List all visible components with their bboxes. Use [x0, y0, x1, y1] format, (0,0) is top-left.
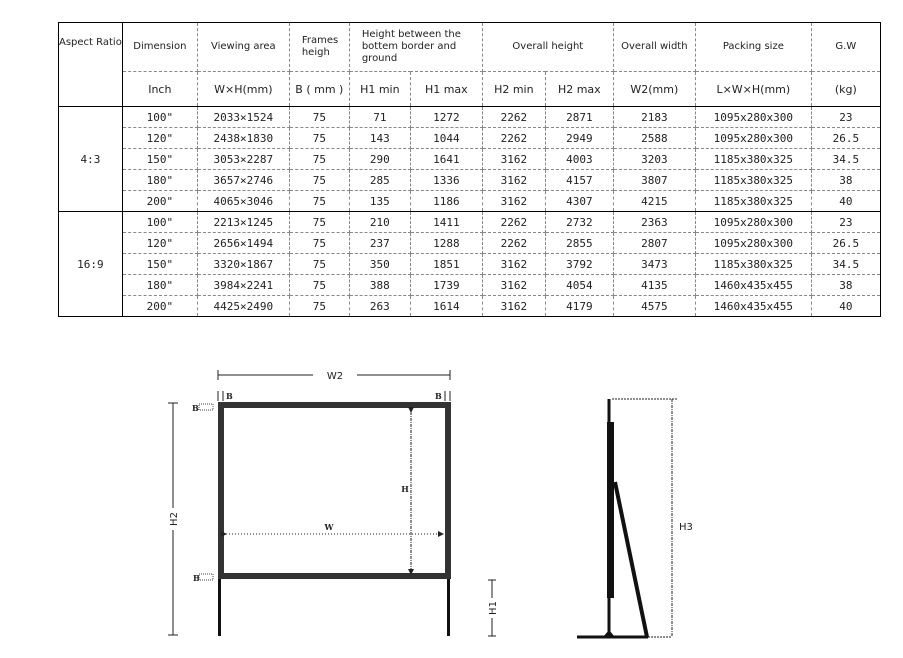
table-cell: 1185x380x325 — [695, 170, 811, 191]
table-cell: 26.5 — [811, 128, 880, 149]
table-cell: 1272 — [410, 107, 482, 128]
table-cell: 1460x435x455 — [695, 275, 811, 296]
b-label-left-bottom: B — [193, 573, 200, 583]
table-cell: 3053×2287 — [197, 149, 289, 170]
table-cell: 150" — [122, 149, 197, 170]
w-label: W — [324, 522, 334, 532]
table-cell: 75 — [289, 170, 349, 191]
table-cell: 1411 — [410, 212, 482, 233]
screen-frame — [221, 405, 448, 576]
aspect-ratio-cell: 16:9 — [59, 212, 123, 317]
table-cell: 1095x280x300 — [695, 128, 811, 149]
b-label-top-right: B — [435, 391, 442, 401]
table-cell: 3162 — [482, 149, 545, 170]
table-cell: 2588 — [613, 128, 695, 149]
header-overall-width: Overall width — [613, 23, 695, 72]
h1-label: H1 — [488, 601, 499, 615]
table-cell: 2262 — [482, 212, 545, 233]
table-cell: 75 — [289, 254, 349, 275]
h2-label: H2 — [169, 512, 180, 526]
table-cell: 71 — [349, 107, 410, 128]
table-cell: 1739 — [410, 275, 482, 296]
table-cell: 26.5 — [811, 233, 880, 254]
table-cell: 3162 — [482, 296, 545, 317]
table-cell: 3984×2241 — [197, 275, 289, 296]
table-cell: 350 — [349, 254, 410, 275]
table-cell: 4003 — [545, 149, 613, 170]
table-cell: 1336 — [410, 170, 482, 191]
table-cell: 2213×1245 — [197, 212, 289, 233]
aspect-ratio-cell: 4:3 — [59, 107, 123, 212]
front-view — [168, 370, 450, 636]
table-cell: 180" — [122, 275, 197, 296]
table-cell: 1851 — [410, 254, 482, 275]
table-cell: 2262 — [482, 107, 545, 128]
table-cell: 200" — [122, 191, 197, 212]
header-packing-size: Packing size — [695, 23, 811, 72]
table-cell: 263 — [349, 296, 410, 317]
table-cell: 120" — [122, 128, 197, 149]
table-cell: 1095x280x300 — [695, 107, 811, 128]
brace — [615, 482, 647, 637]
table-cell: 75 — [289, 128, 349, 149]
table-cell: 38 — [811, 170, 880, 191]
table-cell: 3807 — [613, 170, 695, 191]
table-cell: 38 — [811, 275, 880, 296]
subheader-cell: Inch — [122, 72, 197, 107]
table-cell: 388 — [349, 275, 410, 296]
table-cell: 75 — [289, 149, 349, 170]
table-cell: 75 — [289, 275, 349, 296]
table-cell: 2732 — [545, 212, 613, 233]
table-cell: 290 — [349, 149, 410, 170]
table-cell: 4065×3046 — [197, 191, 289, 212]
table-cell: 40 — [811, 191, 880, 212]
table-cell: 4215 — [613, 191, 695, 212]
table-cell: 23 — [811, 212, 880, 233]
table-cell: 1614 — [410, 296, 482, 317]
table-cell: 4157 — [545, 170, 613, 191]
table-cell: 1186 — [410, 191, 482, 212]
table-cell: 1460x435x455 — [695, 296, 811, 317]
subheader-cell: W×H(mm) — [197, 72, 289, 107]
table-cell: 1641 — [410, 149, 482, 170]
header-aspect-ratio: Aspect Ratio — [59, 23, 123, 107]
table-cell: 4575 — [613, 296, 695, 317]
header-overall-height: Overall height — [482, 23, 613, 72]
table-cell: 3320×1867 — [197, 254, 289, 275]
table-cell: 1185x380x325 — [695, 149, 811, 170]
table-cell: 2871 — [545, 107, 613, 128]
table-cell: 1288 — [410, 233, 482, 254]
subheader-cell: B ( mm ) — [289, 72, 349, 107]
table-cell: 2262 — [482, 128, 545, 149]
table-cell: 40 — [811, 296, 880, 317]
table-cell: 3162 — [482, 275, 545, 296]
table-cell: 75 — [289, 233, 349, 254]
table-cell: 2033×1524 — [197, 107, 289, 128]
w2-label: W2 — [326, 371, 344, 382]
table-cell: 4054 — [545, 275, 613, 296]
table-cell: 1185x380x325 — [695, 254, 811, 275]
table-cell: 4135 — [613, 275, 695, 296]
table-cell: 2807 — [613, 233, 695, 254]
header-height-bottom: Height between the bottem border and ground — [349, 23, 482, 72]
table-cell: 285 — [349, 170, 410, 191]
b-label-left-top: B — [192, 403, 199, 413]
table-cell: 210 — [349, 212, 410, 233]
table-cell: 75 — [289, 107, 349, 128]
subheader-cell: H1 max — [410, 72, 482, 107]
table-cell: 2363 — [613, 212, 695, 233]
table-cell: 75 — [289, 212, 349, 233]
header-frames-height: Frames heigh — [289, 23, 349, 72]
header-viewing-area: Viewing area — [197, 23, 289, 72]
table-cell: 3203 — [613, 149, 695, 170]
table-cell: 3162 — [482, 191, 545, 212]
table-cell: 3657×2746 — [197, 170, 289, 191]
h-label: H — [401, 484, 409, 494]
subheader-cell: L×W×H(mm) — [695, 72, 811, 107]
table-cell: 2262 — [482, 233, 545, 254]
b-label-top-left: B — [226, 391, 233, 401]
table-cell: 120" — [122, 233, 197, 254]
table-cell: 2656×1494 — [197, 233, 289, 254]
table-cell: 75 — [289, 296, 349, 317]
table-cell: 4179 — [545, 296, 613, 317]
table-cell: 100" — [122, 212, 197, 233]
table-cell: 4307 — [545, 191, 613, 212]
table-cell: 2183 — [613, 107, 695, 128]
table-cell: 237 — [349, 233, 410, 254]
table-cell: 1185x380x325 — [695, 191, 811, 212]
table-cell: 1044 — [410, 128, 482, 149]
subheader-cell: W2(mm) — [613, 72, 695, 107]
h3-label: H3 — [679, 522, 693, 533]
table-cell: 34.5 — [811, 149, 880, 170]
table-cell: 143 — [349, 128, 410, 149]
rolled-screen — [607, 422, 614, 598]
table-cell: 4425×2490 — [197, 296, 289, 317]
header-gw: G.W — [811, 23, 880, 72]
table-cell: 2438×1830 — [197, 128, 289, 149]
table-cell: 1095x280x300 — [695, 233, 811, 254]
subheader-cell: (kg) — [811, 72, 880, 107]
table-cell: 200" — [122, 296, 197, 317]
table-cell: 1095x280x300 — [695, 212, 811, 233]
table-cell: 135 — [349, 191, 410, 212]
table-cell: 2949 — [545, 128, 613, 149]
subheader-cell: H2 min — [482, 72, 545, 107]
subheader-cell: H2 max — [545, 72, 613, 107]
table-cell: 3162 — [482, 254, 545, 275]
table-cell: 3162 — [482, 170, 545, 191]
table-cell: 3473 — [613, 254, 695, 275]
table-cell: 100" — [122, 107, 197, 128]
table-cell: 180" — [122, 170, 197, 191]
header-dimension: Dimension — [122, 23, 197, 72]
table-cell: 34.5 — [811, 254, 880, 275]
table-cell: 23 — [811, 107, 880, 128]
subheader-cell: H1 min — [349, 72, 410, 107]
table-cell: 75 — [289, 191, 349, 212]
table-cell: 150" — [122, 254, 197, 275]
table-cell: 3792 — [545, 254, 613, 275]
table-cell: 2855 — [545, 233, 613, 254]
side-view — [488, 399, 693, 637]
